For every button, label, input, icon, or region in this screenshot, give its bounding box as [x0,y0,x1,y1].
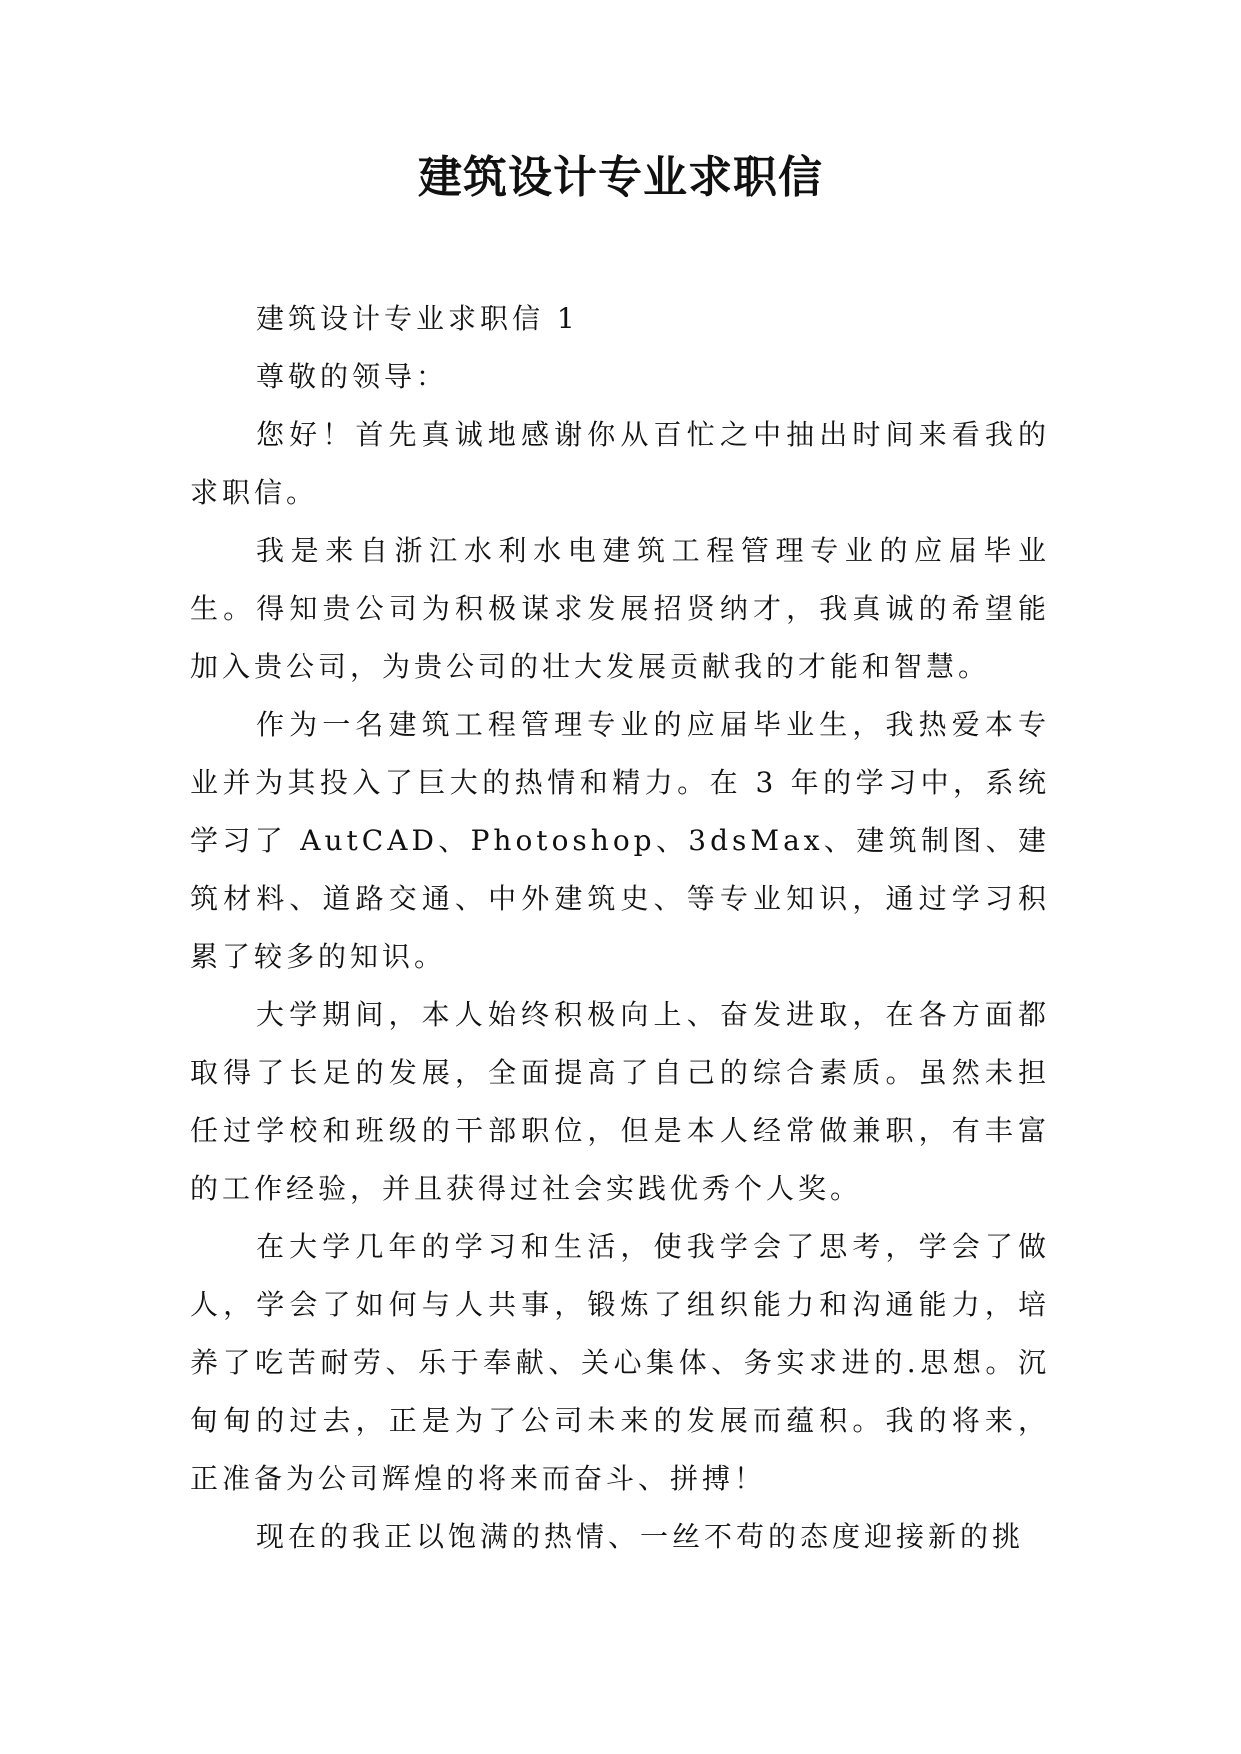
paragraph-heading: 建筑设计专业求职信 1 [256,302,579,335]
paragraph: 现在的我正以饱满的热情、一丝不苟的态度迎接新的挑 [256,1520,1025,1553]
paragraph: 作为一名建筑工程管理专业的应届毕业生，我热爱本专业并为其投入了巨大的热情和精力。在 3 年的学习中，系统学习了 AutCAD、Photoshop、3dsMax、建筑制图、建筑材料、道路交通、中外建筑史、等专业知识，通过学习积累了较多的知识。 [190,708,1050,973]
paragraph-salutation: 尊敬的领导： [256,360,449,393]
paragraph: 大学期间，本人始终积极向上、奋发进取，在各方面都取得了长足的发展，全面提高了自己的综合素质。虽然未担任过学校和班级的干部职位，但是本人经常做兼职，有丰富的工作经验，并且获得过社会实践优秀个人奖。 [190,998,1050,1205]
paragraph: 我是来自浙江水利水电建筑工程管理专业的应届毕业生。得知贵公司为积极谋求发展招贤纳才，我真诚的希望能加入贵公司，为贵公司的壮大发展贡献我的才能和智慧。 [190,534,1050,683]
document-title: 建筑设计专业求职信 [418,152,823,203]
paragraph: 您好！首先真诚地感谢你从百忙之中抽出时间来看我的求职信。 [190,418,1050,509]
paragraph: 在大学几年的学习和生活，使我学会了思考，学会了做人，学会了如何与人共事，锻炼了组织能力和沟通能力，培养了吃苦耐劳、乐于奉献、关心集体、务实求进的.思想。沉甸甸的过去，正是为了公司未来的发展而蕴积。我的将来，正准备为公司辉煌的将来而奋斗、拼搏！ [190,1230,1050,1495]
document-body [190,290,1050,1566]
